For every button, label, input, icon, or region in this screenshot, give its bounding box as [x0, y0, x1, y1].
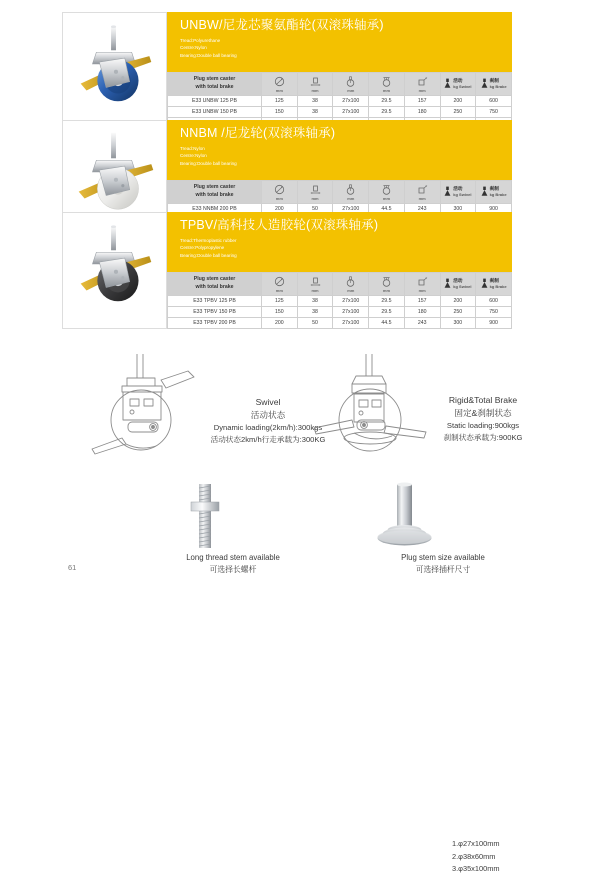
plug-size-2: 2.φ38x60mm — [452, 851, 496, 861]
col-header-brake-load: 刹制 kg Brake — [476, 73, 512, 96]
plug-stem-size-list — [452, 838, 500, 876]
product-spec-lines — [180, 37, 512, 59]
col-header-wheel-diameter: mm — [262, 181, 298, 204]
brake-detail-en: Static loading:900kgs — [446, 420, 520, 430]
cell-height: 157 — [404, 296, 440, 307]
plug-size-3: 3.φ35x100mm — [452, 864, 500, 874]
cell-swivel-load: 300 — [440, 318, 476, 329]
thread-stem-cn: 可选择长螺杆 — [209, 565, 257, 575]
spec-table — [167, 180, 512, 215]
stem-size-icon — [344, 184, 357, 195]
col-header-stem-size: mm — [333, 181, 369, 204]
caster-photo-tpbv — [63, 213, 166, 316]
col-header-overall-height: mm — [404, 273, 440, 296]
swivel-title-cn: 活动状态 — [250, 409, 286, 420]
swivel-detail-cn: 活动状态2km/h行走承载为:300KG — [210, 434, 326, 444]
spec-table-header-row — [168, 73, 512, 96]
product-spec-lines — [180, 237, 512, 259]
cell-offset: 29.5 — [369, 107, 405, 118]
col-header-model: Plug stem caster with total brake — [168, 73, 262, 96]
page-number: 61 — [68, 563, 77, 572]
offset-height-icon — [380, 276, 393, 287]
cell-width: 50 — [297, 204, 333, 215]
cell-diameter: 125 — [262, 96, 298, 107]
tread-line: Tread:Polyurethane — [180, 37, 221, 43]
bearing-line: Bearing:Double ball bearing — [180, 160, 237, 166]
col-header-wheel-diameter: mm — [262, 273, 298, 296]
product-title: NNBM /尼龙轮(双滚珠轴承) — [180, 126, 336, 140]
product-band — [167, 12, 512, 72]
product-band — [167, 212, 512, 272]
bearing-line: Bearing:Double ball bearing — [180, 252, 237, 258]
col-header-stem-size: mm — [333, 73, 369, 96]
cell-model: E33 TPBV 125 PB — [168, 296, 262, 307]
spec-table-header-row — [168, 181, 512, 204]
long-thread-stem-photo — [180, 482, 230, 550]
col-header-swivel-load: 活动 kg Swivel — [440, 73, 476, 96]
product-spec-lines — [180, 145, 512, 167]
tread-width-icon — [309, 76, 322, 87]
cell-swivel-load: 200 — [440, 296, 476, 307]
brake-load-icon — [481, 186, 488, 197]
cell-diameter: 200 — [262, 204, 298, 215]
cell-height: 180 — [404, 307, 440, 318]
plug-stem-cn: 可选择插杆尺寸 — [415, 565, 471, 575]
col-header-swivel-load: 活动 kg Swivel — [440, 181, 476, 204]
brake-caption — [398, 394, 568, 443]
cell-offset: 44.5 — [369, 204, 405, 215]
offset-height-icon — [380, 76, 393, 87]
plug-size-1: 1.φ27x100mm — [452, 839, 500, 848]
caster-photo-nnbm — [63, 121, 166, 224]
col-header-tread-width: mm — [297, 73, 333, 96]
overall-height-icon — [416, 184, 429, 195]
swivel-title-en: Swivel — [255, 397, 281, 407]
diagram-section — [0, 340, 600, 874]
cell-offset: 29.5 — [369, 296, 405, 307]
col-header-model: Plug stem caster with total brake — [168, 273, 262, 296]
overall-height-icon — [416, 76, 429, 87]
col-header-overall-height: mm — [404, 181, 440, 204]
cell-width: 38 — [297, 296, 333, 307]
cell-model: E33 TPBV 200 PB — [168, 318, 262, 329]
cell-brake-load: 900 — [476, 318, 512, 329]
col-header-tread-width: mm — [297, 181, 333, 204]
swivel-load-icon — [444, 78, 451, 89]
swivel-load-icon — [444, 278, 451, 289]
col-header-stem-size: mm — [333, 273, 369, 296]
tread-width-icon — [309, 184, 322, 195]
cell-swivel-load: 200 — [440, 96, 476, 107]
thread-stem-caption — [128, 552, 338, 577]
caster-photo-unbw — [63, 13, 166, 116]
product-photo-cell — [62, 12, 167, 129]
col-header-offset: mm — [369, 73, 405, 96]
cell-width: 38 — [297, 107, 333, 118]
col-header-offset: mm — [369, 273, 405, 296]
centre-line: Centre:Polypropylene — [180, 245, 225, 251]
product-band — [167, 120, 512, 180]
tread-line: Tread:Thermoplastic rubber — [180, 237, 237, 243]
col-header-brake-load: 刹制 kg Brake — [476, 273, 512, 296]
product-block-tpbv — [62, 212, 512, 329]
product-photo-cell — [62, 120, 167, 215]
swivel-load-icon — [444, 186, 451, 197]
wheel-diameter-icon — [273, 76, 286, 87]
col-header-offset: mm — [369, 181, 405, 204]
plug-stem-caption — [338, 552, 548, 577]
product-photo-cell — [62, 212, 167, 329]
stem-size-icon — [344, 76, 357, 87]
brake-detail-cn: 刹制状态承载为:900KG — [443, 432, 523, 442]
product-block-unbw — [62, 12, 512, 129]
cell-height: 157 — [404, 96, 440, 107]
centre-line: Centre:Nylon — [180, 153, 207, 159]
cell-width: 38 — [297, 307, 333, 318]
spec-table-header-row — [168, 273, 512, 296]
cell-stem: 27x100 — [333, 296, 369, 307]
cell-offset: 29.5 — [369, 96, 405, 107]
cell-model: E33 UNBW 125 PB — [168, 96, 262, 107]
plug-stem-en: Plug stem size available — [401, 553, 485, 562]
swivel-detail-en: Dynamic loading(2km/h):300kgs — [213, 422, 323, 432]
spec-table — [167, 272, 512, 329]
cell-brake-load: 750 — [476, 107, 512, 118]
tread-width-icon — [309, 276, 322, 287]
cell-offset: 44.5 — [369, 318, 405, 329]
table-row — [168, 318, 512, 329]
offset-height-icon — [380, 184, 393, 195]
bearing-line: Bearing:Double ball bearing — [180, 52, 237, 58]
cell-diameter: 200 — [262, 318, 298, 329]
product-block-nnbm — [62, 120, 512, 215]
cell-diameter: 150 — [262, 307, 298, 318]
cell-diameter: 150 — [262, 107, 298, 118]
cell-model: E33 NNBM 200 PB — [168, 204, 262, 215]
cell-model: E33 UNBW 150 PB — [168, 107, 262, 118]
product-title: UNBW/尼龙芯聚氨酯轮(双滚珠轴承) — [180, 18, 384, 32]
cell-brake-load: 750 — [476, 307, 512, 318]
cell-swivel-load: 250 — [440, 107, 476, 118]
brake-title-en: Rigid&Total Brake — [448, 395, 518, 405]
cell-brake-load: 900 — [476, 204, 512, 215]
tread-line: Tread:Nylon — [180, 145, 205, 151]
cell-stem: 27x100 — [333, 318, 369, 329]
cell-stem: 27x100 — [333, 107, 369, 118]
cell-swivel-load: 300 — [440, 204, 476, 215]
brake-title-cn: 固定&刹制状态 — [454, 407, 512, 418]
cell-brake-load: 600 — [476, 96, 512, 107]
cell-height: 243 — [404, 318, 440, 329]
stem-size-icon — [344, 276, 357, 287]
brake-load-icon — [481, 78, 488, 89]
cell-model: E33 TPBV 150 PB — [168, 307, 262, 318]
thread-stem-en: Long thread stem available — [186, 553, 280, 562]
overall-height-icon — [416, 276, 429, 287]
cell-height: 243 — [404, 204, 440, 215]
cell-width: 50 — [297, 318, 333, 329]
brake-load-icon — [481, 278, 488, 289]
cell-height: 180 — [404, 107, 440, 118]
cell-offset: 29.5 — [369, 307, 405, 318]
cell-stem: 27x100 — [333, 96, 369, 107]
table-row — [168, 307, 512, 318]
table-row — [168, 296, 512, 307]
plug-stem-photo — [375, 482, 437, 550]
col-header-overall-height: mm — [404, 73, 440, 96]
product-title: TPBV/高科技人造胶轮(双滚珠轴承) — [180, 218, 379, 232]
cell-brake-load: 600 — [476, 296, 512, 307]
table-row — [168, 96, 512, 107]
cell-swivel-load: 250 — [440, 307, 476, 318]
cell-width: 38 — [297, 96, 333, 107]
col-header-swivel-load: 活动 kg Swivel — [440, 273, 476, 296]
cell-diameter: 125 — [262, 296, 298, 307]
col-header-brake-load: 刹制 kg Brake — [476, 181, 512, 204]
col-header-model: Plug stem caster with total brake — [168, 181, 262, 204]
centre-line: Centre:Nylon — [180, 45, 207, 51]
cell-stem: 27x100 — [333, 307, 369, 318]
wheel-diameter-icon — [273, 184, 286, 195]
table-row — [168, 107, 512, 118]
cell-stem: 27x100 — [333, 204, 369, 215]
col-header-tread-width: mm — [297, 273, 333, 296]
wheel-diameter-icon — [273, 276, 286, 287]
col-header-wheel-diameter: mm — [262, 73, 298, 96]
